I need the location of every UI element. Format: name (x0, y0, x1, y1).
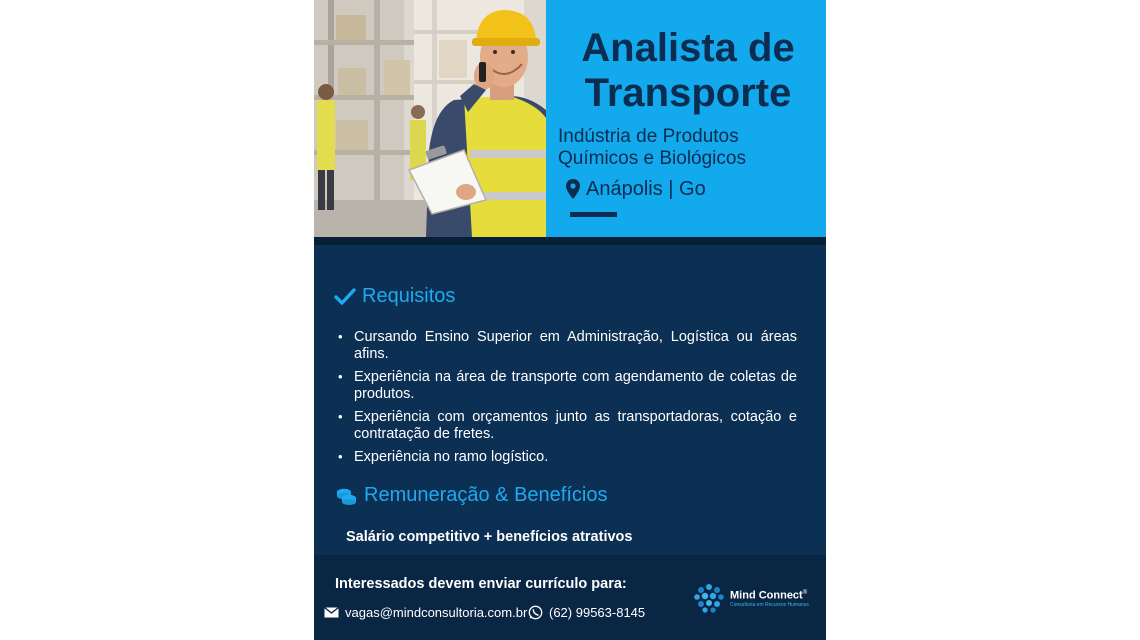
requirements-list (338, 329, 797, 473)
list-item: • Experiência com orçamentos junto as transportadoras, cotação e contratação de fretes. (338, 409, 797, 442)
phone-text[interactable]: (62) 99563-8145 (549, 605, 646, 620)
warehouse-worker-illustration (314, 0, 546, 237)
map-pin-icon (566, 179, 580, 199)
job-title-line-1: Analista de (581, 26, 795, 70)
divider-band (314, 237, 826, 245)
location (566, 176, 706, 202)
registered-mark: ® (802, 590, 808, 597)
requirements-heading-text: Requisitos (362, 285, 456, 307)
company-line-2: Químicos e Biológicos (558, 148, 746, 169)
brand-logo (692, 581, 809, 615)
checkmark-icon (334, 288, 356, 306)
worker-photo (314, 0, 546, 237)
brain-network-logo-icon (692, 581, 726, 615)
list-item: • Cursando Ensino Superior em Administração, Logística ou áreas afins. (338, 329, 797, 362)
header-section (314, 0, 826, 237)
job-flyer (314, 0, 826, 640)
footer (314, 555, 826, 640)
title-underline (570, 212, 617, 217)
salary-text: Salário competitivo + benefícios atrativos (346, 529, 633, 545)
title-panel (546, 0, 826, 237)
coins-icon (336, 487, 358, 505)
envelope-icon (324, 607, 339, 618)
contact-email[interactable] (324, 605, 527, 620)
whatsapp-icon (528, 605, 543, 620)
list-item: • Experiência no ramo logístico. (338, 449, 797, 466)
brand-tagline: Consultoria em Recursos Humanos (730, 601, 809, 608)
contact-phone[interactable] (528, 605, 645, 620)
brand-name-text: Mind Connect (730, 589, 803, 602)
benefits-heading (336, 484, 607, 507)
email-text[interactable]: vagas@mindconsultoria.com.br (345, 605, 528, 620)
job-title-line-2: Transporte (584, 71, 792, 115)
company-description (558, 126, 820, 170)
send-instructions: Interessados devem enviar currículo para: (335, 576, 627, 592)
benefits-heading-text: Remuneração & Benefícios (364, 484, 608, 506)
requirements-heading (334, 285, 455, 308)
job-title (556, 26, 820, 116)
location-text: Anápolis | Go (586, 178, 706, 200)
list-item: • Experiência na área de transporte com agendamento de coletas de produtos. (338, 369, 797, 402)
company-line-1: Indústria de Produtos (558, 126, 739, 147)
brand-text (730, 587, 809, 609)
brand-name (730, 587, 809, 602)
